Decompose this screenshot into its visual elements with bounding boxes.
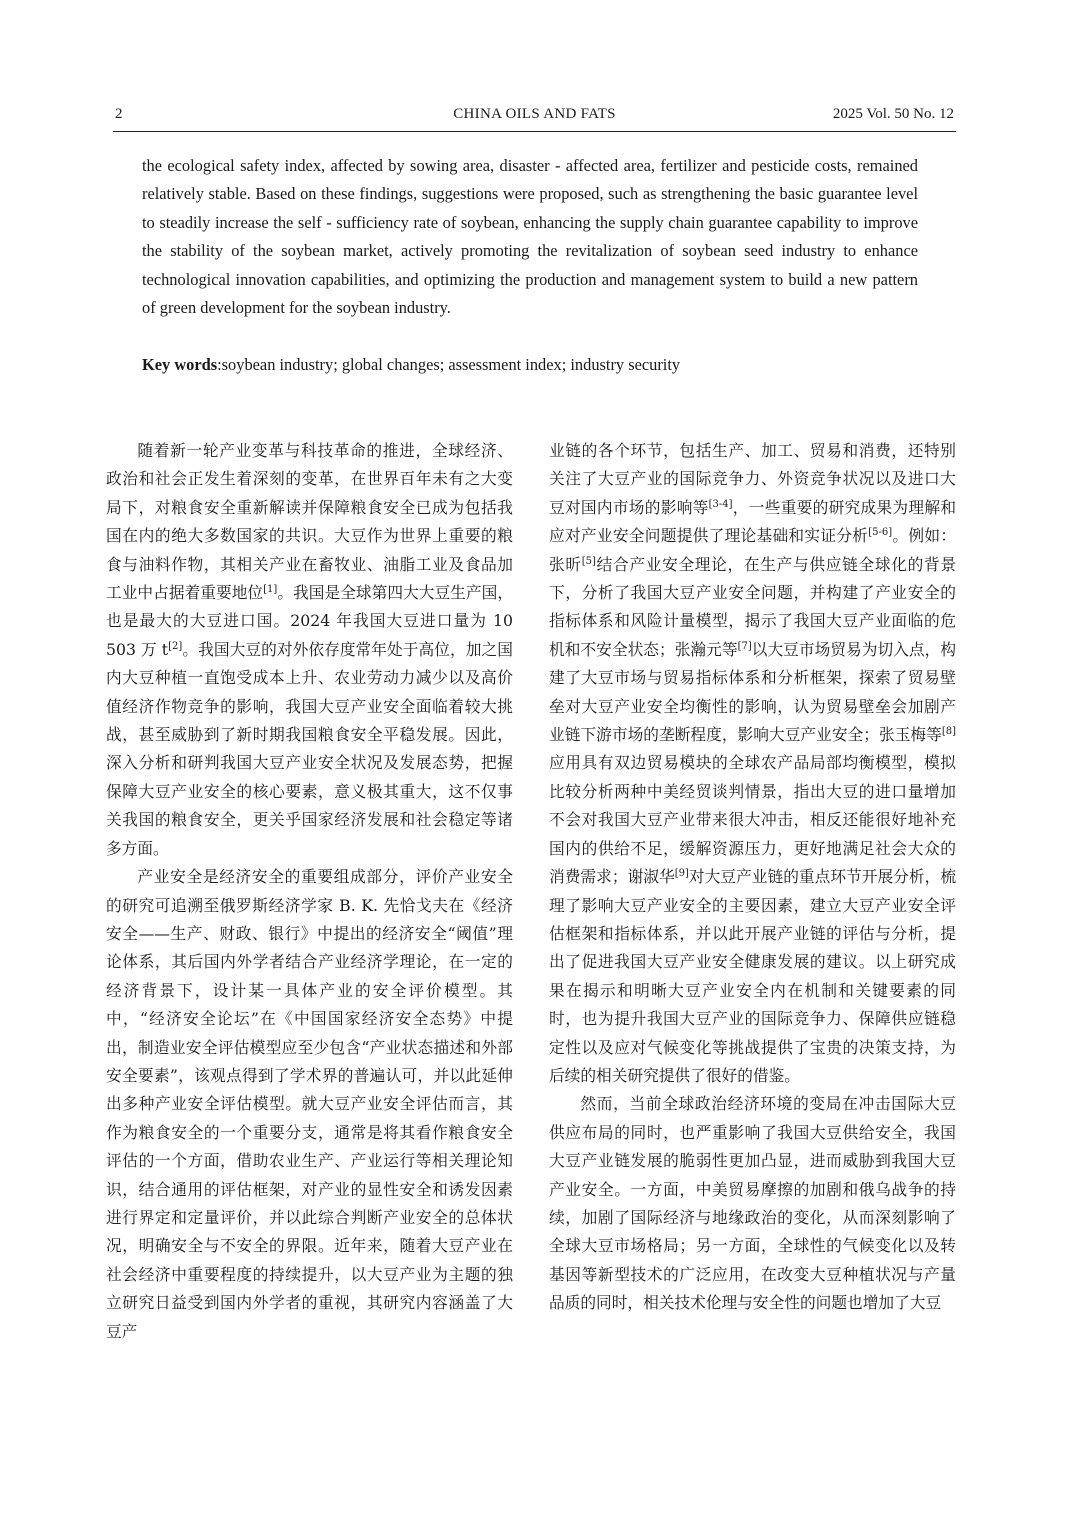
- paragraph: 随着新一轮产业变革与科技革命的推进，全球经济、政治和社会正发生着深刻的变革，在世界百年未有之大变局下，对粮食安全重新解读并保障粮食安全已成为包括我国在内的绝大多数国家的共识。大豆作为世界上重要的粮食与油料作物，其相关产业在畜牧业、油脂工业及食品加工业中占据着重要地位[1]。我国是全球第四大大豆生产国，也是最大的大豆进口国。2024 年我国大豆进口量为 10 503 万 t[2]。我国大豆的对外依存度常年处于高位，加之国内大豆种植一直饱受成本上升、农业劳动力减少以及高价值经济作物竞争的影响，我国大豆产业安全面临着较大挑战，甚至威胁到了新时期我国粮食安全平稳发展。因此，深入分析和研判我国大豆产业安全状况及发展态势，把握保障大豆产业安全的核心要素，意义极其重大，这不仅事关我国的粮食安全，更关乎国家经济发展和社会稳定等诸多方面。: [106, 441, 514, 858]
- journal-name: CHINA OILS AND FATS: [453, 106, 616, 122]
- citation: [7]: [737, 640, 752, 652]
- paragraph: 产业安全是经济安全的重要组成部分，评价产业安全的研究可追溯至俄罗斯经济学家 B. K. 先恰戈夫在《经济安全——生产、财政、银行》中提出的经济安全“阈值”理论体系，其后国内外学者结合产业经济学理论，在一定的经济背景下，设计某一具体产业的安全评价模型。其中，“经济安全论坛”在《中国国家经济安全态势》中提出，制造业安全评估模型应至少包含“产业状态描述和外部安全要素”，该观点得到了学术界的普遍认可，并以此延伸出多种产业安全评估模型。就大豆产业安全评估而言，其作为粮食安全的一个重要分支，通常是将其看作粮食安全评估的一个方面，借助农业生产、产业运行等相关理论知识，结合通用的评估框架，对产业的显性安全和诱发因素进行界定和定量评价，并以此综合判断产业安全的总体状况，明确安全与不安全的界限。近年来，随着大豆产业在社会经济中重要程度的持续提升，以大豆产业为主题的独立研究日益受到国内外学者的重视，其研究内容涵盖了大豆产: [106, 867, 513, 1341]
- citation: [3-4]: [708, 498, 733, 510]
- keywords: [142, 351, 918, 379]
- running-header: [113, 104, 956, 132]
- citation: [2]: [168, 640, 183, 652]
- citation: [8]: [941, 725, 956, 737]
- volume-info: 2025 Vol. 50 No. 12: [832, 106, 954, 122]
- keywords-label: Key words: [142, 355, 218, 374]
- keywords-text: :soybean industry; global changes; assessment index; industry security: [217, 355, 681, 374]
- paragraph: 然而，当前全球政治经济环境的变局在冲击国际大豆供应布局的同时，也严重影响了我国大豆供给安全，我国大豆产业链发展的脆弱性更加凸显，进而威胁到我国大豆产业安全。一方面，中美贸易摩擦的加剧和俄乌战争的持续，加剧了国际经济与地缘政治的变化，从而深刻影响了全球大豆市场格局；另一方面，全球性的气候变化以及转基因等新型技术的广泛应用，在改变大豆种植状况与产量品质的同时，相关技术伦理与安全性的问题也增加了大豆: [549, 1094, 956, 1313]
- paragraph: 业链的各个环节，包括生产、加工、贸易和消费，还特别关注了大豆产业的国际竞争力、外资竞争状况以及进口大豆对国内市场的影响等[3-4]，一些重要的研究成果为理解和应对产业安全问题提供了理论基础和实证分析[5-6]。例如：张昕[5]结合产业安全理论，在生产与供应链全球化的背景下，分析了我国大豆产业安全问题，并构建了产业安全的指标体系和风险计量模型，揭示了我国大豆产业面临的危机和不安全状态；张瀚元等[7]以大豆市场贸易为切入点，构建了大豆市场与贸易指标体系和分析框架，探索了贸易壁垒对大豆产业安全均衡性的影响，认为贸易壁垒会加剧产业链下游市场的垄断程度，影响大豆产业安全；张玉梅等[8]应用具有双边贸易模块的全球农产品局部均衡模型，模拟比较分析两种中美经贸谈判情景，指出大豆的进口量增加不会对我国大豆产业带来很大冲击，相反还能很好地补充国内的供给不足，缓解资源压力，更好地满足社会大众的消费需求；谢淑华[9]对大豆产业链的重点环节开展分析，梳理了影响大豆产业安全的主要因素，建立大豆产业安全评估框架和指标体系，并以此开展产业链的评估与分析，提出了促进我国大豆产业安全健康发展的建议。以上研究成果在揭示和明晰大豆产业安全内在机制和关键要素的同时，也为提升我国大豆产业的国际竞争力、保障供应链稳定性以及应对气候变化等挑战提供了宝贵的决策支持，为后续的相关研究提供了很好的借鉴。: [549, 441, 957, 1085]
- body-column-left: [106, 437, 513, 1346]
- header-rule: [113, 131, 956, 132]
- page-number: 2: [115, 106, 123, 122]
- body-column-right: [549, 437, 956, 1318]
- citation: [9]: [674, 867, 689, 879]
- english-abstract: the ecological safety index, affected by sowing area, disaster - affected area, fertilizer and pesticide costs, remained relatively stable. Based on these findings, suggestions were proposed, such as strengthening the basic guarantee level to steadily increase the self - sufficiency rate of soybean, enhancing the supply chain guarantee capability to improve the stability of the soybean market, actively promoting the revitalization of soybean seed industry to enhance technological innovation capabilities, and optimizing the production and management system to build a new pattern of green development for the soybean industry.: [142, 156, 918, 318]
- citation: [5]: [581, 555, 596, 567]
- citation: [5-6]: [868, 526, 893, 538]
- citation: [1]: [263, 583, 278, 595]
